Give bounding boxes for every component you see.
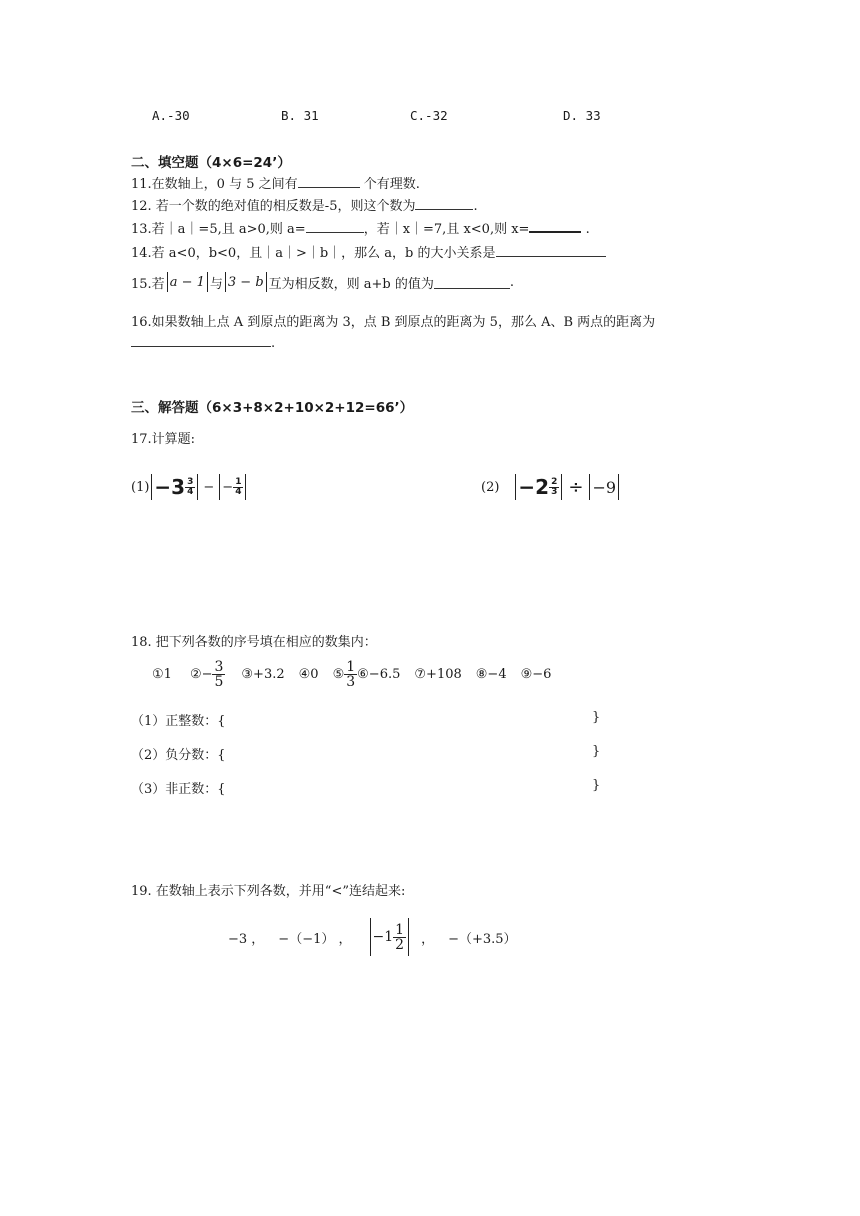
q18-item-6: ⑥−6.5 [357,667,401,682]
q13-text-b: ，若｜x｜=7,且 x<0,则 x= [363,222,530,237]
abs-bar [561,474,562,500]
q18-item-5-frac: $\frac{1}{3}$ [346,659,356,690]
close-brace: } [592,710,601,725]
q19-item-c: −1 [372,929,394,945]
q14-text: 14.若 a<0，b<0，且｜a｜>｜b｜，那么 a，b 的大小关系是 [131,246,496,261]
section2-title: 二、填空题（4×6=24’） [131,155,291,171]
q19-item-d: −（+3.5） [448,931,517,947]
q18-item-8: ⑧−4 [475,667,507,682]
abs-bar [618,474,619,500]
q12-suffix: . [473,199,478,214]
q15-suffix: . [509,274,515,290]
q15-mid: 与 [209,276,223,292]
q15-text2: 互为相反数，则 a+b 的值为 [268,276,434,292]
q11-text: 11.在数轴上，0 与 5 之间有 [131,177,298,192]
abs-bar [219,474,220,500]
q17-1-frac2: $\frac{1}{4}$ [235,476,242,497]
q16-suffix: . [271,336,276,351]
q19-comma: ， [421,931,435,947]
question-18: 18. 把下列各数的序号填在相应的数集内： [131,635,377,650]
q15-blank[interactable] [434,276,510,289]
abs-bar [197,474,198,500]
q17-1-whole: −3 [154,475,186,499]
q17-1-label: (1) [131,479,150,495]
question-11 [131,173,420,192]
question-15 [131,272,514,292]
q17-1-minus: − [203,479,215,495]
q17-1-neg: − [222,479,234,495]
option-a: A.-30 [152,108,190,123]
abs-bar [225,272,226,292]
q19-items [228,918,517,956]
q17-part2 [481,474,621,500]
question-16-line2 [131,334,275,351]
q17-part1 [131,474,248,500]
question-14 [131,242,606,261]
q15-abs1: a − 1 [169,274,205,290]
option-d: D. 33 [563,108,601,123]
q19-item-a: −3 ， [228,931,265,947]
q19-item-c-frac: $\frac{1}{2}$ [395,921,405,953]
abs-bar [266,272,267,292]
q15-text: 15.若 [131,276,165,292]
question-19: 19. 在数轴上表示下列各数，并用“<”连结起来: [131,884,406,899]
question-17: 17.计算题: [131,432,196,447]
abs-bar [589,474,590,500]
q18-item-9: ⑨−6 [520,667,552,682]
abs-bar [167,272,168,292]
q18-item-5: ⑤ [332,667,345,682]
abs-bar [370,918,371,956]
close-brace: } [592,744,601,759]
q18-item-7: ⑦+108 [414,667,462,682]
q19-item-b: −（−1） ， [278,931,352,947]
q13-blank-b[interactable] [529,219,581,233]
q14-blank[interactable] [496,244,606,257]
q13-suffix: . [581,222,590,237]
q18-set-non-positive: （3）非正数：{ [131,782,226,797]
q17-2-div: ÷ [568,476,584,498]
abs-bar [151,474,152,500]
option-c: C.-32 [410,108,448,123]
q11-blank[interactable] [298,175,360,188]
q18-item-4: ④0 [298,667,319,682]
q17-1-frac: $\frac{3}{4}$ [187,476,194,497]
abs-bar [408,918,409,956]
q18-item-2: ②− [189,667,213,682]
q13-text-a: 13.若｜a｜=5,且 a>0,则 a= [131,222,306,237]
q16-blank[interactable] [131,334,271,347]
q18-item-1: ①1 [152,667,172,682]
q12-blank[interactable] [415,197,473,210]
q17-2-label: (2) [481,479,500,495]
q17-2-right: −9 [592,477,617,497]
close-brace: } [592,778,601,793]
q15-abs2: 3 − b [227,274,264,290]
abs-bar [245,474,246,500]
q12-text: 12. 若一个数的绝对值的相反数是-5，则这个数为 [131,199,416,214]
q17-2-whole: −2 [518,475,550,499]
question-13 [131,218,590,237]
q11-suffix: 个有理数. [359,177,420,192]
abs-bar [207,272,208,292]
question-12 [131,195,478,214]
q18-items [152,660,551,689]
q18-item-2-frac: $\frac{3}{5}$ [214,659,224,690]
abs-bar [515,474,516,500]
question-16: 16.如果数轴上点 A 到原点的距离为 3，点 B 到原点的距离为 5，那么 A、B 两点的距离为 [131,315,656,330]
section3-title: 三、解答题（6×3+8×2+10×2+12=66’） [131,400,414,416]
option-b: B. 31 [281,108,319,123]
q18-item-3: ③+3.2 [241,667,285,682]
q18-set-positive-integers: （1）正整数：{ [131,714,226,729]
q13-blank-a[interactable] [306,220,364,233]
q17-2-frac: $\frac{2}{3}$ [551,476,558,497]
q18-set-negative-fractions: （2）负分数：{ [131,748,226,763]
